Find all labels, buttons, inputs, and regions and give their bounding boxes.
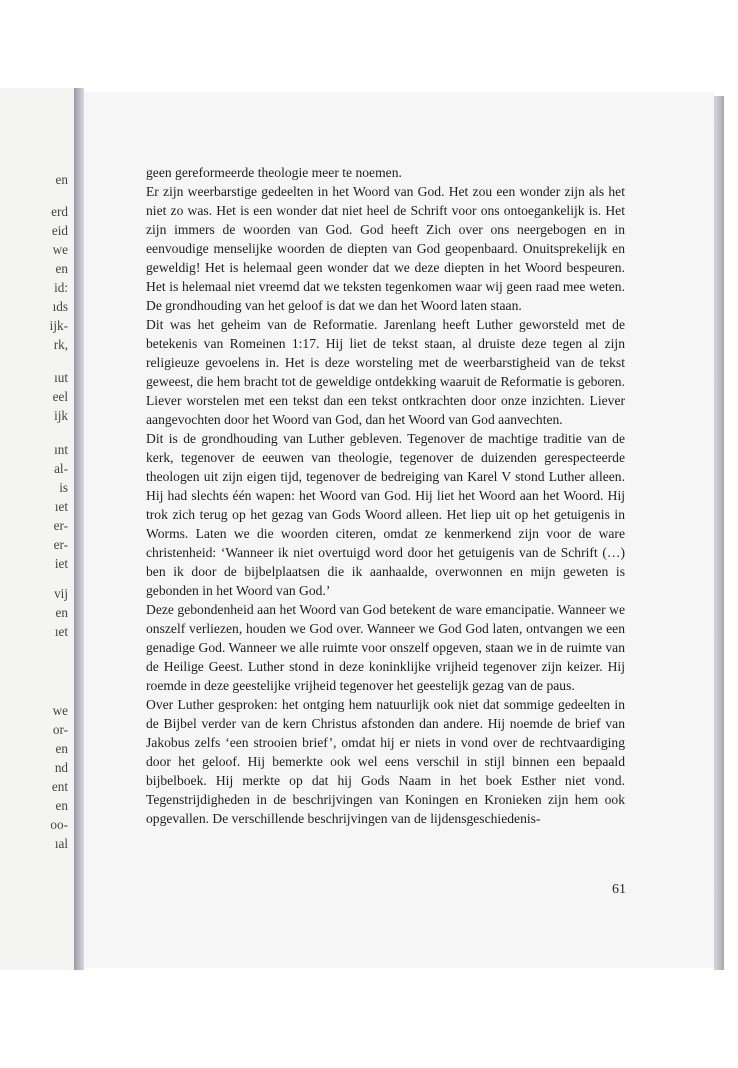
- left-page-fragment: eid: [51, 223, 68, 238]
- paragraph: Dit was het geheim van de Reformatie. Jarenlang heeft Luther geworsteld met de betekenis van Romeinen 1:17. Hij liet de tekst staan, al druiste deze tegen al zijn religieuze gevoelens in. Het is deze worsteling met de weerbarstigheid van de tekst geweest, die hem bracht tot de geweldige ontdekking waaruit de Reformatie is geboren. Liever worstelen met een tekst dan een tekst ontkrachten door onze inzichten. Liever aangevochten door het Woord van God, dan het Woord van God aanvechten.: [146, 317, 625, 427]
- left-page-fragment: ijk-: [49, 318, 68, 333]
- left-page-fragment: ıet: [54, 499, 68, 514]
- page-edge: [714, 96, 724, 970]
- paragraph: Over Luther gesproken: het ontging hem natuurlijk ook niet dat sommige gedeelten in de Bijbel verder van de kern Christus afstonden dan andere. Hij noemde de brief van Jakobus zelfs ‘een strooien brief’, omdat hij er niets in vond over de rechtvaardiging door het geloof. Hij bemerkte ook wel eens verschil in stijl binnen een bepaald bijbelboek. Hij merkte op dat hij Gods Naam in het boek Esther niet vond. Tegenstrijdigheden in de beschrijvingen van Koningen en Kronieken zijn hem ook opgevallen. De verschillende beschrijvingen van de lijdensgeschiedenis-: [146, 697, 625, 826]
- left-page-fragment: en: [55, 741, 68, 756]
- left-page-fragment: or-: [52, 722, 68, 737]
- left-page-fragment: ijk: [54, 408, 68, 423]
- left-page-fragment: ıds: [52, 299, 68, 314]
- page-body: [146, 163, 625, 828]
- left-page-fragment: en: [55, 261, 68, 276]
- left-page-fragment: er-: [53, 518, 68, 533]
- left-page-fragment: id:: [54, 280, 68, 295]
- left-page-fragment: ıut: [54, 370, 68, 385]
- left-page-fragment: erd: [51, 204, 68, 219]
- left-page-fragment: en: [55, 172, 68, 187]
- left-page-fragment: rk,: [53, 337, 68, 352]
- left-page-fragment: we: [52, 242, 68, 257]
- left-page-fragment: vij: [54, 586, 68, 601]
- left-page-fragment: ınt: [54, 442, 68, 457]
- left-page-fragment: oo-: [50, 817, 68, 832]
- page-number: 61: [612, 882, 626, 897]
- left-page-fragment: ent: [51, 779, 68, 794]
- left-page-fragment: ıal: [54, 836, 68, 851]
- left-page-fragment: al-: [54, 461, 68, 476]
- left-page: [0, 88, 74, 970]
- left-page-fragment: en: [55, 798, 68, 813]
- left-page-fragment: nd: [54, 760, 68, 775]
- left-page-fragment: we: [52, 703, 68, 718]
- left-page-fragment: er-: [53, 537, 68, 552]
- paragraph: Dit is de grondhouding van Luther gebleven. Tegenover de machtige traditie van de kerk, tegenover de eeuwen van theologie, tegenover de duizenden gerespecteerde theologen uit zijn eigen tijd, tegenover de bedreiging van Karel V stond Luther alleen. Hij had slechts één wapen: het Woord van God. Hij liet het Woord aan het Woord. Hij trok zich terug op het gezag van Gods Woord alleen. Het liep uit op het getuigenis in Worms. Laten we die woorden citeren, omdat ze kenmerkend zijn voor de ware christenheid: ‘Wanneer ik niet overtuigd word door het getuigenis van de Schrift (…) ben ik door de bijbelplaatsen die ik aanhaalde, overwonnen en mijn geweten is gebonden in het Woord van God.’: [146, 431, 625, 598]
- left-page-fragment: iet: [54, 556, 68, 571]
- book-gutter: [74, 88, 84, 970]
- left-page-fragment: en: [55, 605, 68, 620]
- paragraph: Deze gebondenheid aan het Woord van God betekent de ware emancipatie. Wanneer we onszelf verliezen, houden we God over. Wanneer we God God laten, ontvangen we een genadige God. Wanneer we alle ruimte voor onszelf opgeven, staan we in de ruimte van de Heilige Geest. Luther stond in deze koninklijke vrijheid tegenover zijn keizer. Hij roemde in deze geestelijke vrijheid tegenover het geestelijk gezag van de paus.: [146, 602, 625, 693]
- paragraph: Er zijn weerbarstige gedeelten in het Woord van God. Het zou een wonder zijn als het niet zo was. Het is een wonder dat niet heel de Schrift voor ons ontoegankelijk is. Het zijn immers de woorden van God. God heeft Zich over ons neergebogen en in eenvoudige menselijke woorden de diepten van God geopenbaard. Onuitsprekelijk en geweldig! Het is helemaal geen wonder dat we deze diepten in het Woord bespeuren. Het is helemaal niet vreemd dat we teksten tegenkomen waar wij geen raad mee weten. De grondhouding van het geloof is dat we dan het Woord laten staan.: [146, 184, 625, 313]
- paragraph: geen gereformeerde theologie meer te noemen.: [146, 165, 402, 180]
- left-page-fragment: ıet: [54, 624, 68, 639]
- left-page-fragment: is: [59, 480, 68, 495]
- left-page-fragment: eel: [52, 389, 68, 404]
